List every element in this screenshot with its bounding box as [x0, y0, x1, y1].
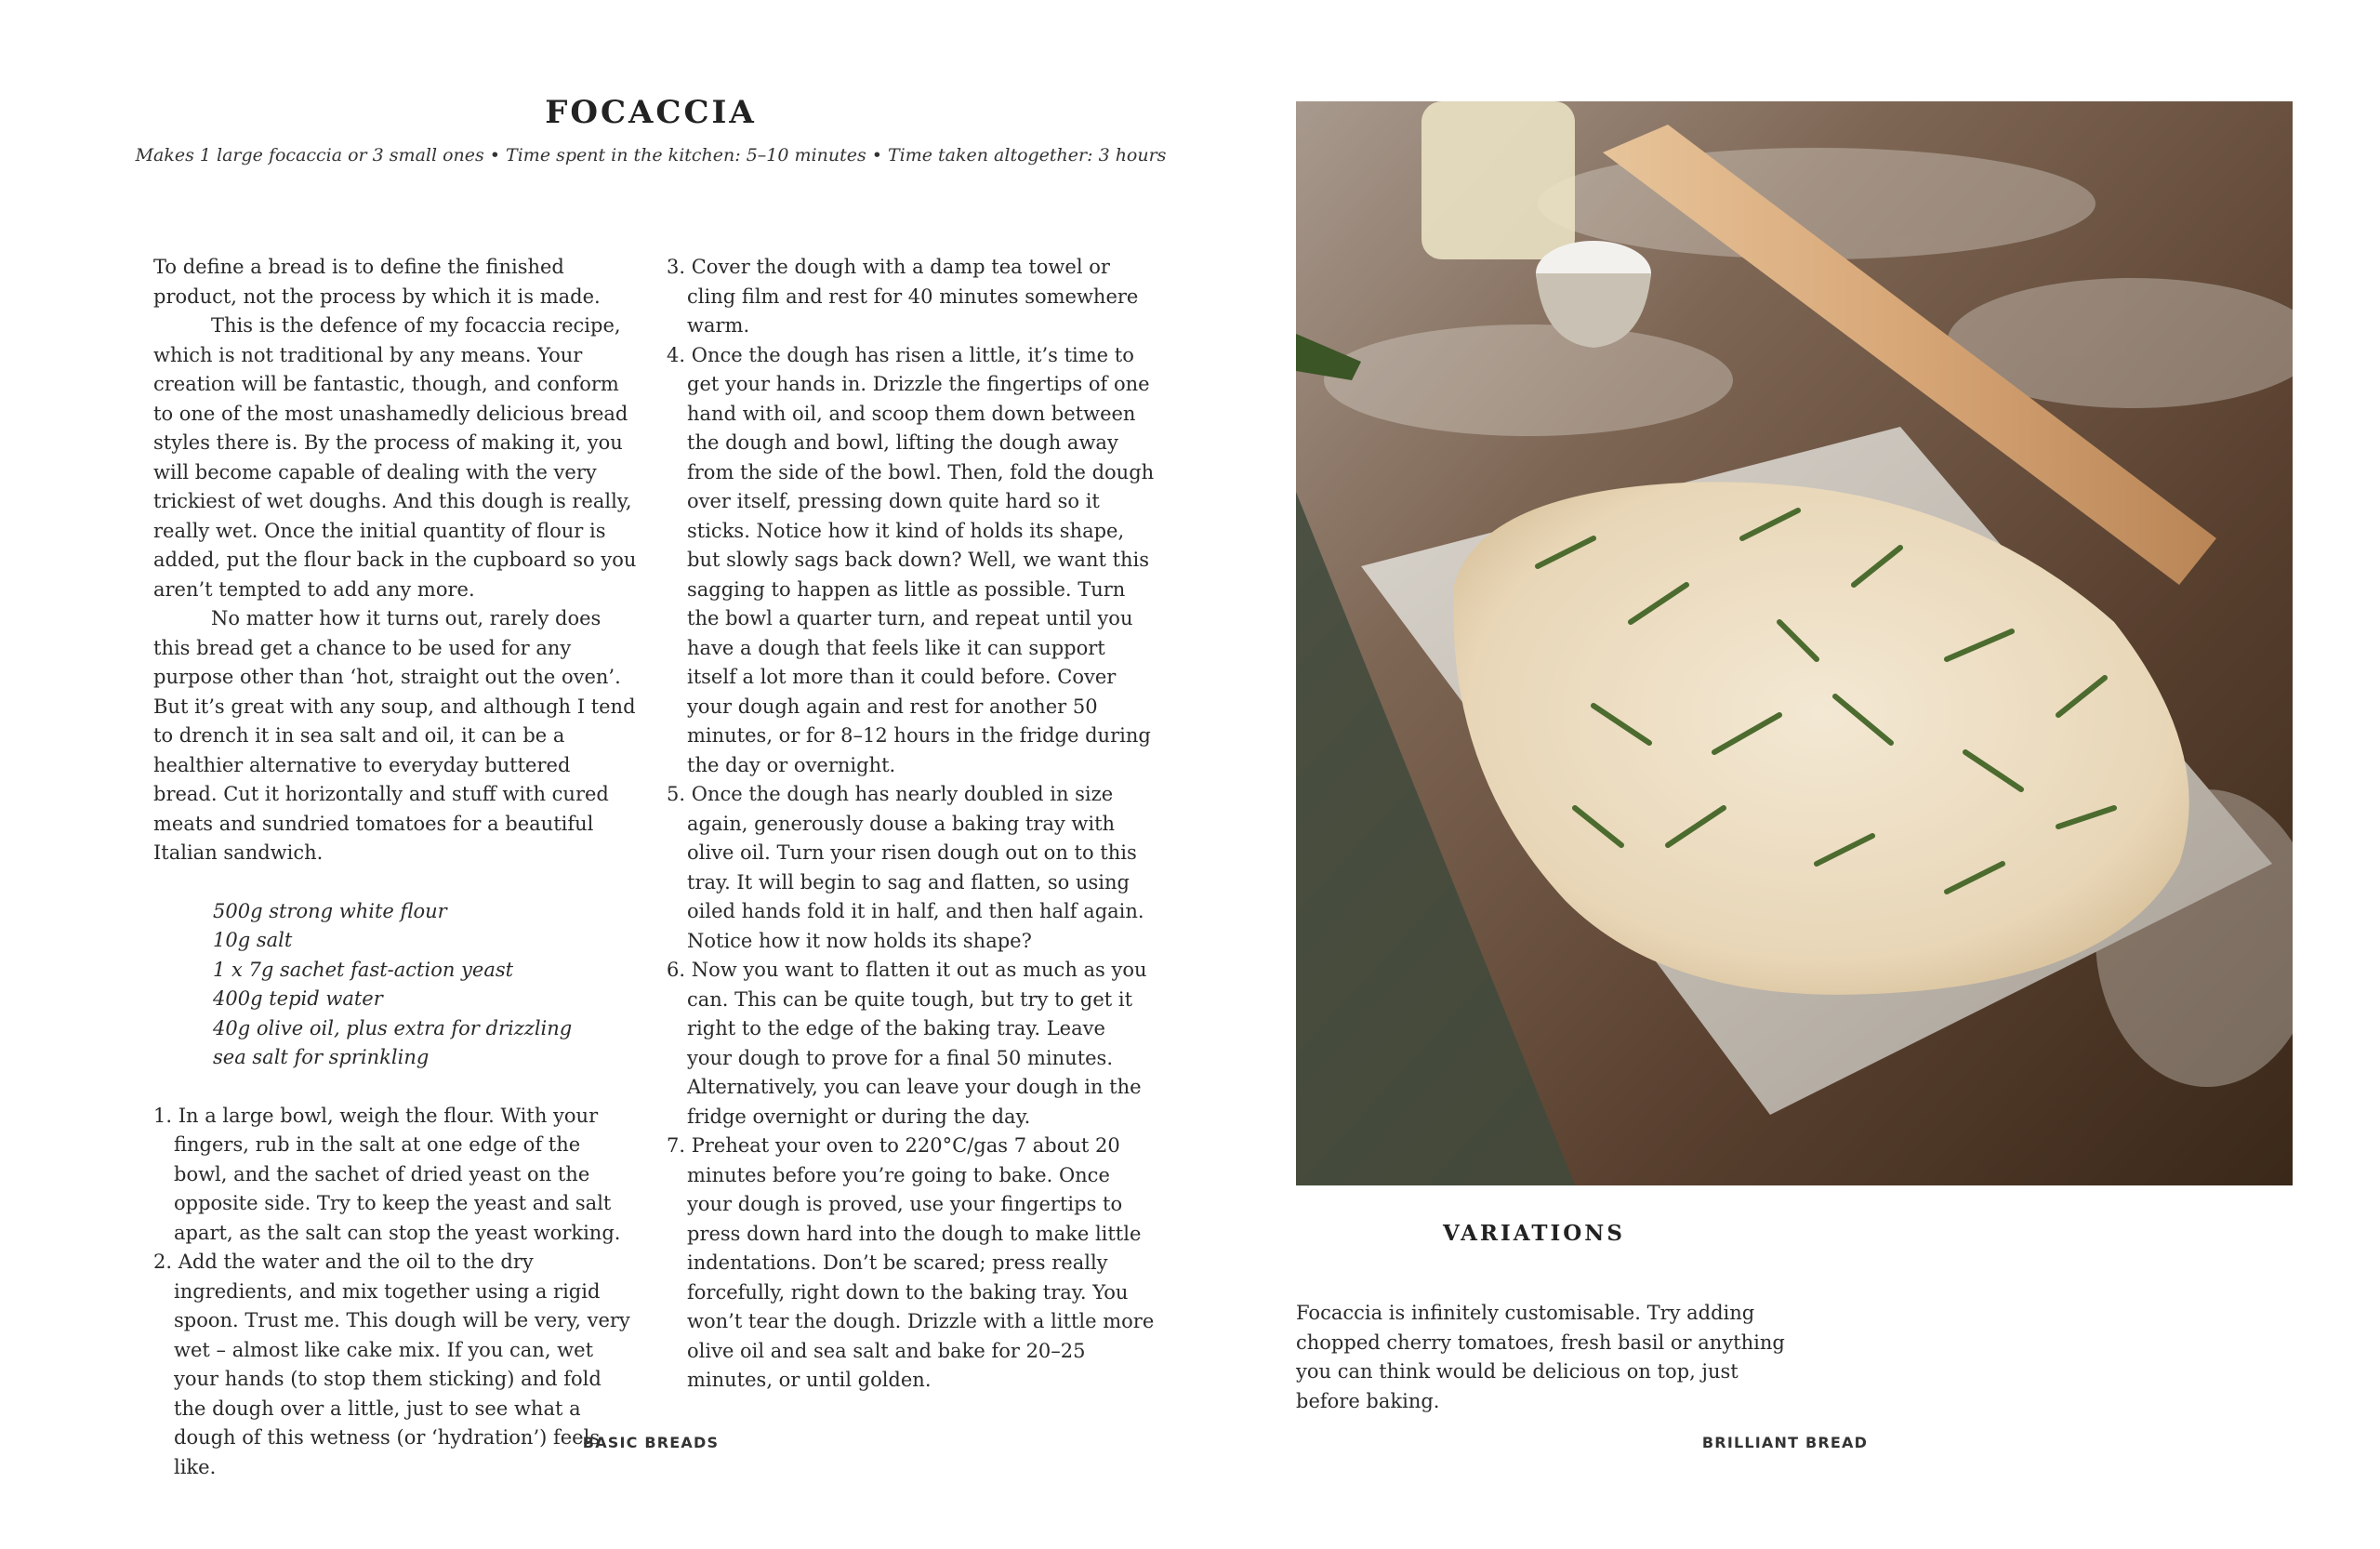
step-text: Now you want to flatten it out as much as you can. This can be quite tough, but try to get it right to the edge of the baking tray. Leave your dough to prove for a final 50 minutes. Alternatively, you can leave your dough in the fridge overnight or during the day. — [687, 959, 1147, 1128]
step-number: 4. — [667, 343, 686, 366]
ingredient-list — [213, 897, 639, 1073]
ingredient-item: 10g salt — [213, 929, 293, 951]
method-step-6 — [667, 956, 1155, 1132]
step-text: Once the dough has nearly doubled in size again, generously douse a baking tray with olive oil. Turn your risen dough out on to this tray. It will begin to sag and flatten, so using oiled hands fold it in half, and then half again. Notice how it now holds its shape? — [687, 783, 1144, 952]
step-number: 2. — [153, 1251, 173, 1273]
ingredient-item: sea salt for sprinkling — [213, 1046, 430, 1068]
step-number: 7. — [667, 1134, 686, 1157]
intro-paragraph-1: To define a bread is to define the finished product, not the process by which it is made. — [153, 256, 601, 308]
footer-left: BASIC BREADS — [582, 1434, 720, 1451]
step-number: 6. — [667, 959, 686, 981]
right-column — [667, 253, 1155, 1396]
ingredient-item: 40g olive oil, plus extra for drizzling — [213, 1016, 573, 1039]
variations-text: Focaccia is infinitely customisable. Try adding chopped cherry tomatoes, fresh basil or anything you can think would be delicious on top, just before baking. — [1296, 1302, 1785, 1412]
intro-paragraph-3: No matter how it turns out, rarely does this bread get a chance to be used for any purpose other than ‘hot, straight out the oven’. But it’s great with any soup, and although I tend to drench it in sea salt and oil, it can be a healthier alternative to everyday buttered bread. Cut it horizontally and stuff with cured meats and sundried tomatoes for a beautiful Italian sandwich. — [153, 607, 636, 864]
step-text: Cover the dough with a damp tea towel or cling film and rest for 40 minutes somewhere warm. — [687, 256, 1139, 337]
ingredient-item: 500g strong white flour — [213, 899, 447, 922]
step-number: 5. — [667, 783, 686, 805]
footer-right: BRILLIANT BREAD — [1701, 1434, 1869, 1451]
photo-illustration — [1296, 101, 2293, 1185]
page-title: FOCACCIA — [545, 94, 757, 131]
left-column — [153, 253, 639, 1482]
method-step-7 — [667, 1132, 1155, 1396]
recipe-subtitle: Makes 1 large focaccia or 3 small ones • Time spent in the kitchen: 5–10 minutes • Time taken altogether: 3 hours — [135, 145, 1167, 165]
step-text: Once the dough has risen a little, it’s time to get your hands in. Drizzle the fingertips of one hand with oil, and scoop them down between the dough and bowl, lifting the dough away from the side of the bowl. Then, fold the dough over itself, pressing down quite hard so it sticks. Notice how it kind of holds its shape, but slowly sags back down? Well, we want this sagging to happen as little as possible. Turn the bowl a quarter turn, and repeat until you have a dough that feels like it can support itself a lot more than it could before. Cover your dough again and rest for another 50 minutes, or for 8–12 hours in the fridge during the day or overnight. — [687, 343, 1155, 776]
focaccia-photo — [1296, 101, 2293, 1185]
ingredient-item: 1 x 7g sachet fast-action yeast — [213, 958, 514, 981]
method-step-3 — [667, 253, 1155, 341]
step-number: 3. — [667, 256, 686, 278]
method-step-1 — [153, 1102, 639, 1249]
method-step-4 — [667, 341, 1155, 781]
ingredient-item: 400g tepid water — [213, 987, 383, 1010]
step-text: Add the water and the oil to the dry ingredients, and mix together using a rigid spoon. Trust me. This dough will be very, very wet – almost like cake mix. If you can, wet your hands (to stop them sticking) and fold the dough over a little, just to see what a dough of this wetness (or ‘hydration’) feels like. — [174, 1251, 630, 1478]
intro-paragraph-2: This is the defence of my focaccia recipe, which is not traditional by any means. Your creation will be fantastic, though, and conform to one of the most unashamedly delicious bread styles there is. By the process of making it, you will become capable of dealing with the very trickiest of wet doughs. And this dough is really, really wet. Once the initial quantity of flour is added, put the flour back in the cupboard so you aren’t tempted to add any more. — [153, 314, 637, 601]
step-text: Preheat your oven to 220°C/gas 7 about 20 minutes before you’re going to bake. Once your dough is proved, use your fingertips to press down hard into the dough to make little indentations. Don’t be scared; press really forcefully, right down to the baking tray. You won’t tear the dough. Drizzle with a little more olive oil and sea salt and bake for 20–25 minutes, or until golden. — [687, 1134, 1155, 1391]
oil-bottle — [1421, 101, 1575, 259]
variations-heading: VARIATIONS — [1443, 1221, 1625, 1246]
step-text: In a large bowl, weigh the flour. With your fingers, rub in the salt at one edge of the bowl, and the sachet of dried yeast on the opposite side. Try to keep the yeast and salt apart, as the salt can stop the yeast working. — [174, 1104, 621, 1244]
step-number: 1. — [153, 1104, 173, 1127]
method-step-5 — [667, 780, 1155, 956]
